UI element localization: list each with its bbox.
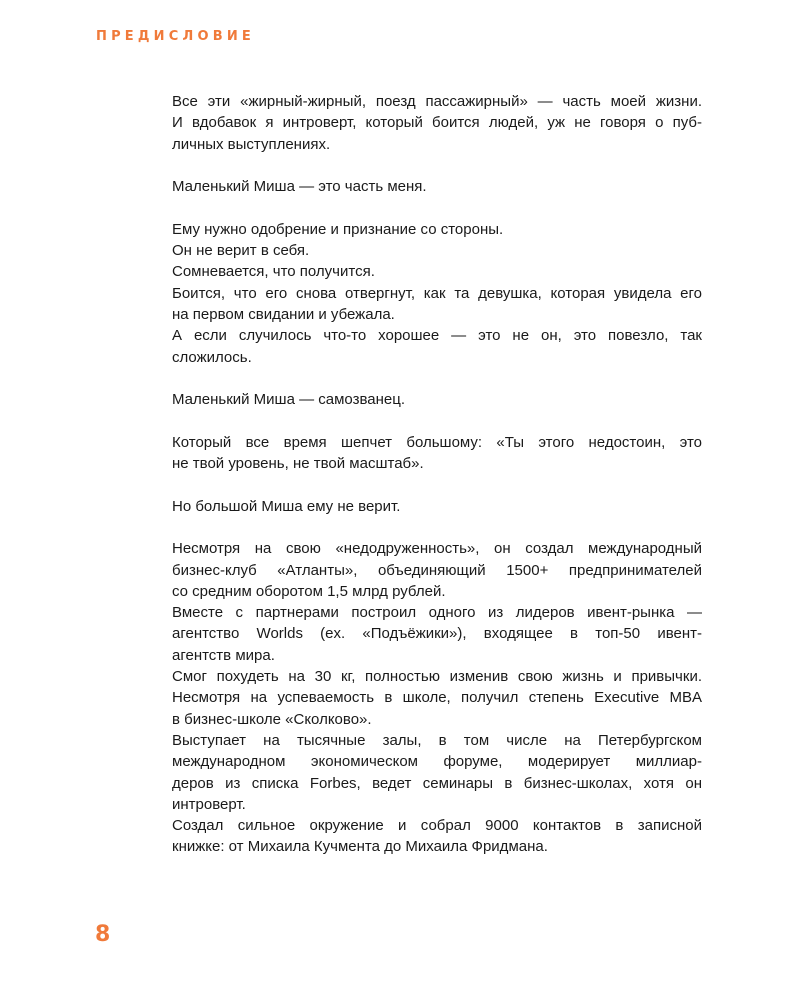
text-line: бизнес-клуб «Атланты», объединяющий 1500+ предпринимателей [172,561,702,579]
text-line: Ему нужно одобрение и признание со стороны. [172,220,504,238]
text-line: Все эти «жирный-жирный, поезд пассажирный» — часть моей жизни. [172,93,702,110]
paragraph [172,389,702,410]
paragraph [172,432,702,475]
paragraph [172,219,702,368]
text-line: Боится, что его снова отвергнут, как та девушка, которая увидела его [172,284,702,302]
text-line: Он не верит в себя. [172,242,310,260]
text-line: интроверт. [172,795,246,813]
text-line: не твой уровень, не твой масштаб». [172,455,424,473]
text-line: со средним оборотом 1,5 млрд рублей. [172,582,446,600]
text-line: Выступает на тысячные залы, в том числе на Петербургском [172,731,702,749]
page-number: 8 [95,922,111,947]
paragraph [172,538,702,857]
text-line: Вместе с партнерами построил одного из лидеров ивент-рынка — [172,604,702,622]
text-line: Создал сильное окружение и собрал 9000 контактов в записной [172,817,702,835]
text-line: на первом свидании и убежала. [172,305,395,323]
text-line: международном экономическом форуме, модерирует миллиар- [172,753,702,771]
text-line: Маленький Миша — самозванец. [172,391,406,409]
text-line: Сомневается, что получится. [172,263,375,281]
text-line: книжке: от Михаила Кучмента до Михаила Фридмана. [172,838,548,856]
paragraph [172,496,702,517]
text-line: Маленький Миша — это часть меня. [172,178,427,196]
running-header: ПРЕДИСЛОВИЕ [96,29,256,44]
body-text [172,91,702,879]
paragraph [172,176,702,197]
text-line: деров из списка Forbes, ведет семинары в бизнес-школах, хотя он [172,774,702,792]
text-line: Но большой Миша ему не верит. [172,497,401,515]
text-line: Несмотря на свою «недодруженность», он создал международный [172,540,702,558]
text-line: сложилось. [172,348,252,366]
text-line: Который все время шепчет большому: «Ты этого недостоин, это [172,433,702,451]
paragraph [172,91,702,155]
text-line: агентств мира. [172,646,275,664]
text-line: И вдобавок я интроверт, который боится людей, уж не говоря о пуб- [172,114,702,132]
text-line: агентство Worlds (ex. «Подъёжики»), входящее в топ-50 ивент- [172,625,702,643]
text-line: Несмотря на успеваемость в школе, получил степень Executive MBA [172,689,702,707]
text-line: Смог похудеть на 30 кг, полностью изменив свою жизнь и привычки. [172,668,702,686]
text-line: А если случилось что-то хорошее — это не он, это повезло, так [172,327,702,345]
text-line: в бизнес-школе «Сколково». [172,710,372,728]
text-line: личных выступлениях. [172,135,331,153]
